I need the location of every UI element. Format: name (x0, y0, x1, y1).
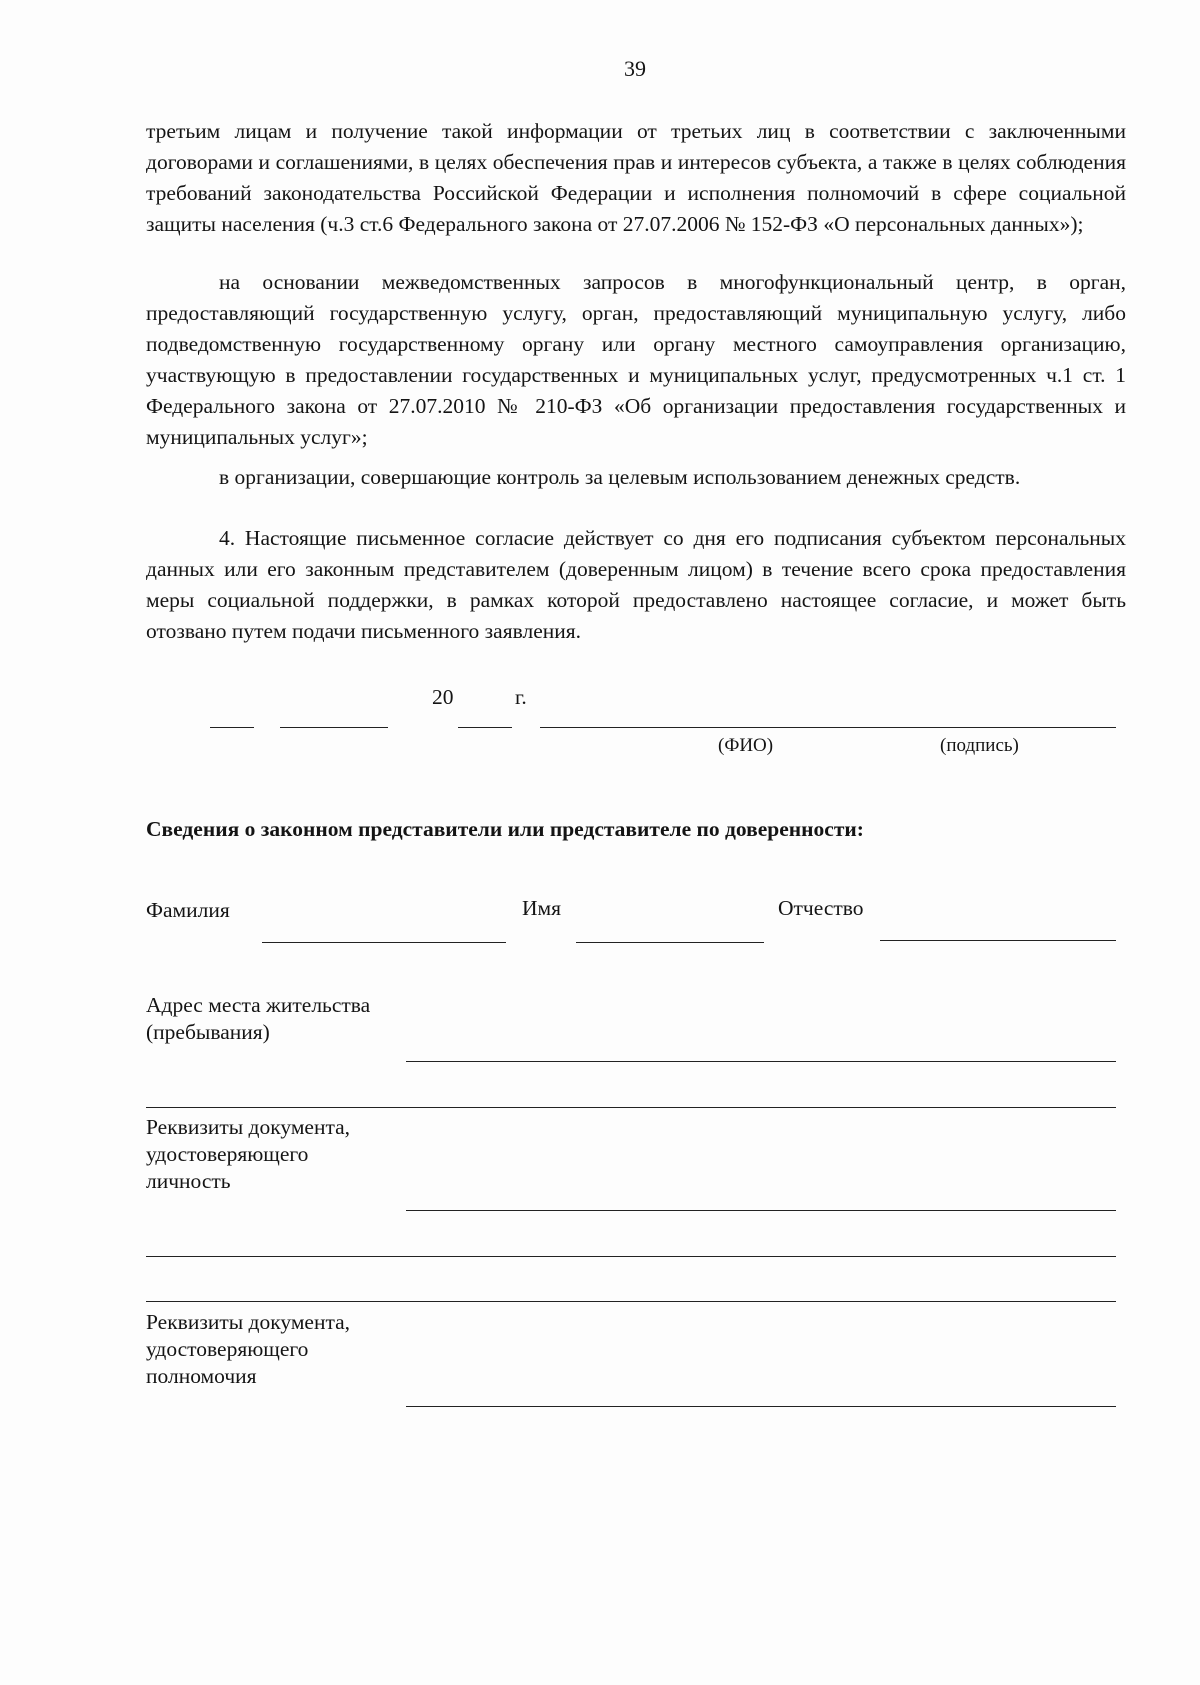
fio-caption: (ФИО) (718, 735, 774, 756)
patronymic-line[interactable] (880, 940, 1116, 941)
address-line-1[interactable] (406, 1061, 1116, 1062)
year-suffix: г. (515, 685, 527, 709)
name-line[interactable] (576, 942, 764, 943)
authority-document-label: Реквизиты документа, удостоверяющего полномочия (146, 1310, 351, 1388)
paragraph-third-parties: третьим лицам и получение такой информации от третьих лиц в соответствии с заключенными договорами и соглашениями, в целях обеспечения прав и интересов субъекта, а также в целях соблюдения требований законодательства Российской Федерации и исполнения полномочий в сфере социальной защиты населения (ч.3 ст.6 Федерального закона от 27.07.2006 № 152-ФЗ «О персональных данных»); (146, 119, 1126, 236)
signature-caption: (подпись) (940, 735, 1019, 756)
address-label: Адрес места жительства (пребывания) (146, 993, 371, 1044)
paragraph-interagency-requests: на основании межведомственных запросов в многофункциональный центр, в орган, предоставляющий государственную услугу, орган, предоставляющий муниципальную услугу, либо подведомственную государственному органу или органу местного самоуправления организацию, участвующую в предоставлении государственных и муниципальных услуг, предусмотренных ч.1 ст. 1 Федерального закона от 27.07.2010 № 210-ФЗ «Об организации предоставления государственных и муниципальных услуг»; (146, 270, 1126, 449)
year-prefix: 20 (432, 685, 454, 709)
day-line[interactable] (210, 727, 254, 728)
name-label: Имя (522, 896, 562, 920)
id-document-line-3[interactable] (146, 1301, 1116, 1302)
representative-heading: Сведения о законном представители или представителе по доверенности: (146, 817, 864, 841)
year-line[interactable] (458, 727, 512, 728)
month-line[interactable] (280, 727, 388, 728)
page-number: 39 (624, 56, 646, 81)
fio-signature-line[interactable] (540, 727, 1116, 728)
id-document-line-1[interactable] (406, 1210, 1116, 1211)
address-line-2[interactable] (146, 1107, 1116, 1108)
patronymic-label: Отчество (778, 896, 864, 920)
surname-line[interactable] (262, 942, 506, 943)
authority-document-line[interactable] (406, 1406, 1116, 1407)
paragraph-control-organizations: в организации, совершающие контроль за целевым использованием денежных средств. (219, 465, 1021, 489)
paragraph-consent-validity: 4. Настоящие письменное согласие действует со дня его подписания субъектом персональных данных или его законным представителем (доверенным лицом) в течение всего срока предоставления меры социальной поддержки, в рамках которой предоставлено настоящее согласие, и может быть отозвано путем подачи письменного заявления. (146, 526, 1126, 643)
surname-label: Фамилия (146, 898, 230, 922)
id-document-line-2[interactable] (146, 1256, 1116, 1257)
id-document-label: Реквизиты документа, удостоверяющего личность (146, 1115, 351, 1193)
